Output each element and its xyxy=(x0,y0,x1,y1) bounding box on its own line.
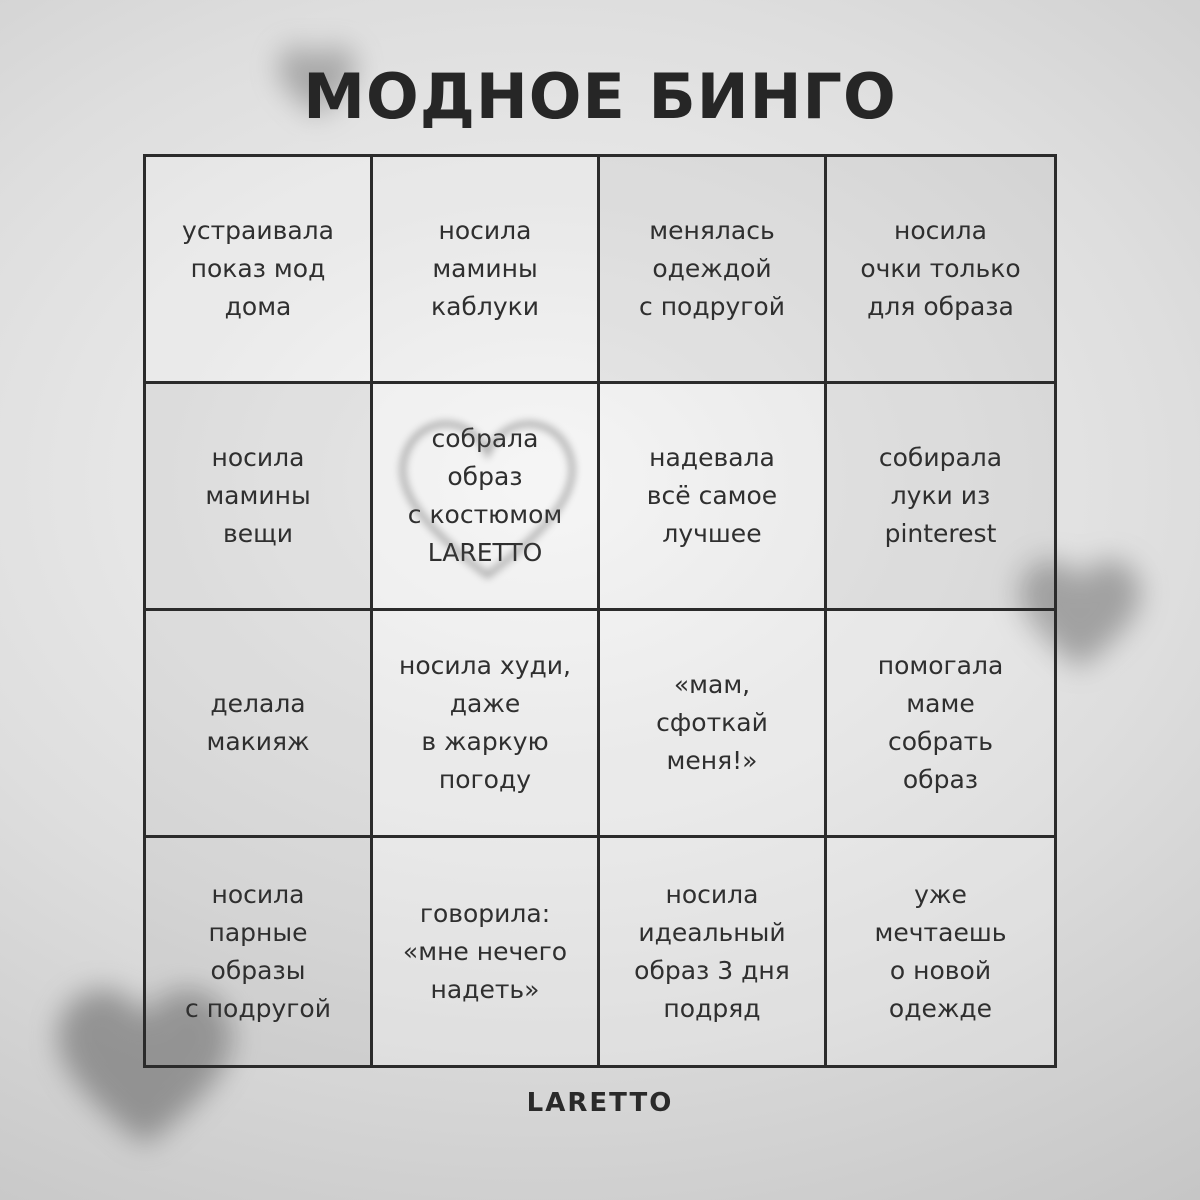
bingo-cell[interactable]: надевала всё самое лучшее xyxy=(600,384,827,611)
brand-logo: LARETTO xyxy=(526,1088,674,1118)
bingo-cell[interactable]: менялась одеждой с подругой xyxy=(600,157,827,384)
bingo-cell[interactable]: делала макияж xyxy=(146,611,373,838)
bingo-cell[interactable]: собрала образ с костюмом LARETTO xyxy=(373,384,600,611)
bingo-cell[interactable]: носила мамины каблуки xyxy=(373,157,600,384)
bingo-cell[interactable]: собирала луки из pinterest xyxy=(827,384,1054,611)
bingo-cell[interactable]: «мам, сфоткай меня!» xyxy=(600,611,827,838)
bingo-grid xyxy=(143,154,1057,1068)
bingo-cell[interactable]: носила очки только для образа xyxy=(827,157,1054,384)
bingo-cell[interactable]: носила парные образы с подругой xyxy=(146,838,373,1065)
bingo-cell[interactable]: помогала маме собрать образ xyxy=(827,611,1054,838)
bingo-cell[interactable]: носила худи, даже в жаркую погоду xyxy=(373,611,600,838)
bingo-cell[interactable]: носила идеальный образ 3 дня подряд xyxy=(600,838,827,1065)
bingo-cell[interactable]: устраивала показ мод дома xyxy=(146,157,373,384)
heart-outline-icon xyxy=(390,410,585,585)
bingo-cell[interactable]: носила мамины вещи xyxy=(146,384,373,611)
bingo-cell[interactable]: уже мечтаешь о новой одежде xyxy=(827,838,1054,1065)
bingo-cell[interactable]: говорила: «мне нечего надеть» xyxy=(373,838,600,1065)
page-title: МОДНОЕ БИНГО xyxy=(303,60,897,133)
